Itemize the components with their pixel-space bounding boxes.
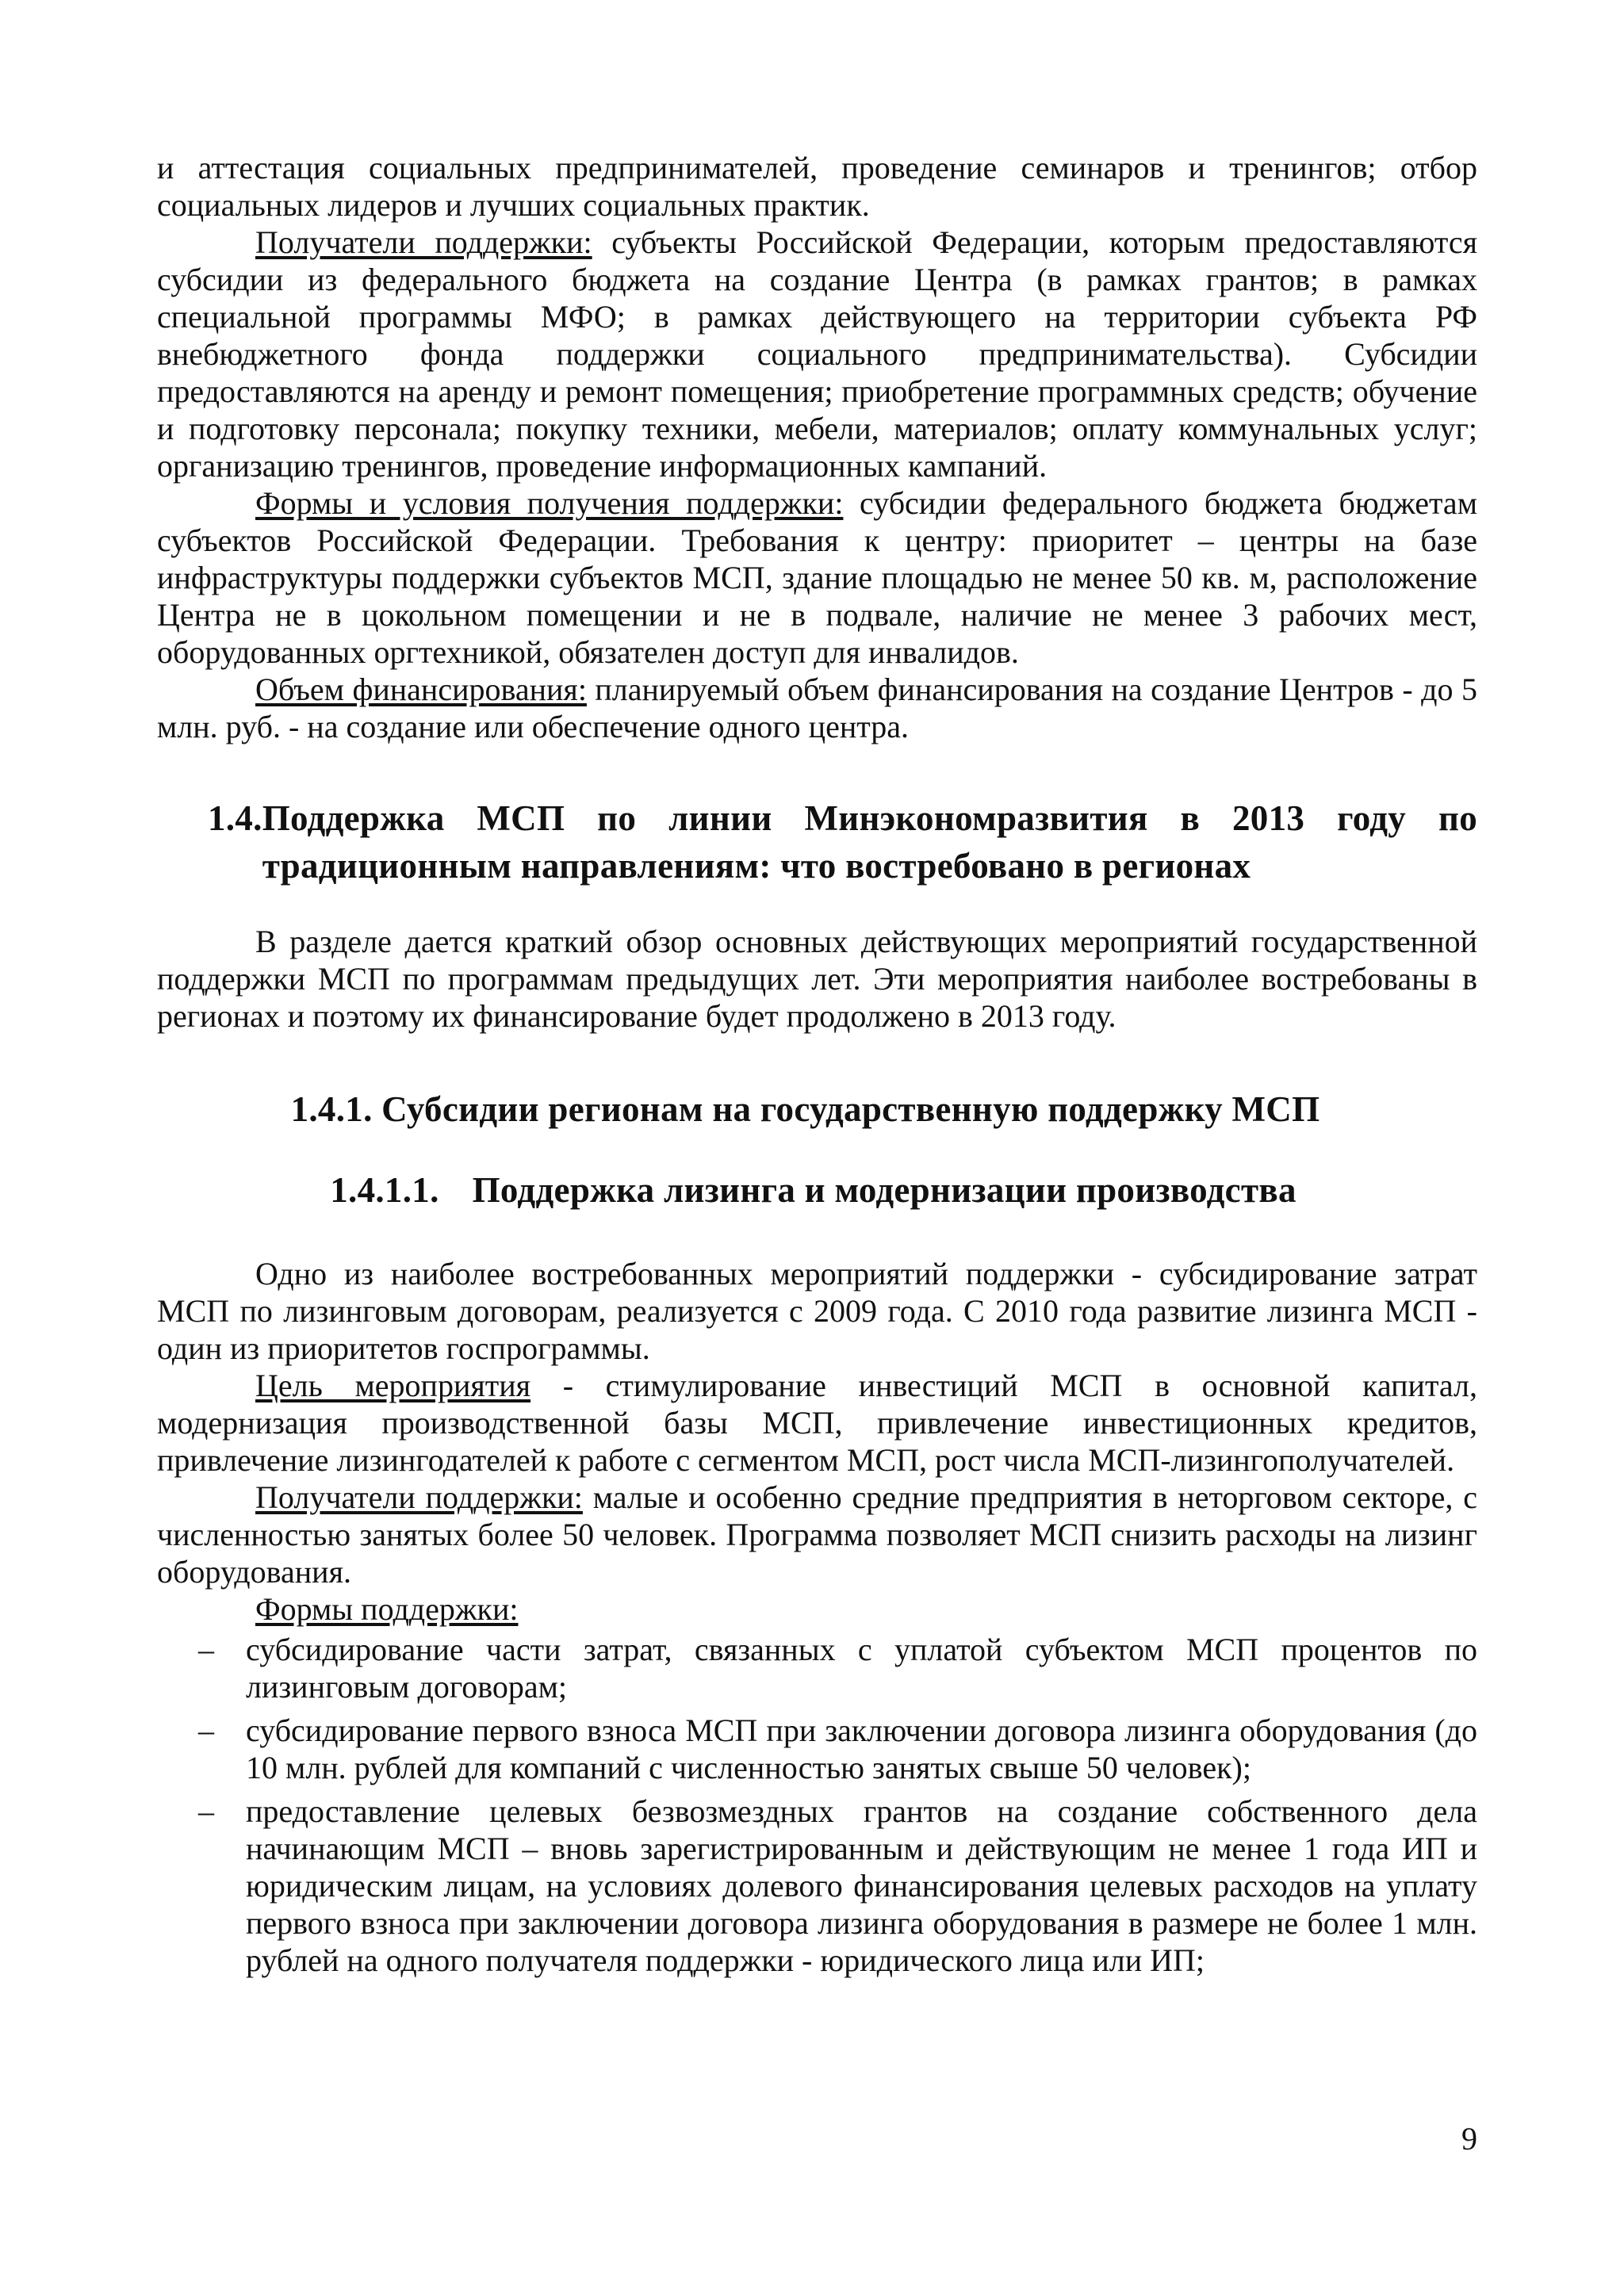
paragraph-attestation: и аттестация социальных предпринимателей, проведение семинаров и тренингов; отбор социальных лидеров и лучших социальных практик.: [157, 150, 1477, 223]
section-title-1-4: Поддержка МСП по линии Минэкономразвития в 2013 году по традиционным направлениям: что востребовано в регионах: [262, 798, 1477, 886]
list-item-text: субсидирование части затрат, связанных с уплатой субъектом МСП процентов по лизинговым договорам;: [246, 1632, 1477, 1705]
section-1-4-intro: В разделе дается краткий обзор основных действующих мероприятий государственной поддержки МСП по программам предыдущих лет. Эти мероприятия наиболее востребованы в регионах и поэтому их финансирование будет продолжено в 2013 году.: [157, 924, 1477, 1034]
top-text-block: [157, 149, 1477, 745]
section-heading-1-4: [157, 794, 1477, 890]
forms-conditions-label: Формы и условия получения поддержки:: [255, 485, 844, 521]
financing-text: планируемый объем финансирования на создание Центров - до 5 млн. руб. - на создание или обеспечение одного центра.: [157, 672, 1477, 744]
recipients-text: субъекты Российской Федерации, которым предоставляются субсидии из федерального бюджета на создание Центра (в рамках грантов; в рамках специальной программы МФО; в рамках действующего на территории субъекта РФ внебюджетного фонда поддержки социального предпринимательства). Субсидии предоставляются на аренду и ремонт помещения; приобретение программных средств; обучение и подготовку персонала; покупку техники, мебели, материалов; оплату коммунальных услуг; организацию тренингов, проведение информационных кампаний.: [157, 224, 1477, 484]
list-item-text: субсидирование первого взноса МСП при заключении договора лизинга оборудования (до 10 млн. рублей для компаний с численностью занятых свыше 50 человек);: [246, 1712, 1477, 1785]
forms-conditions-text: субсидии федерального бюджета бюджетам субъектов Российской Федерации. Требования к центру: приоритет – центры на базе инфраструктуры поддержки субъектов МСП, здание площадью не менее 50 кв. м, расположение Центра не в цокольном помещении и не в подвале, наличие не менее 3 рабочих мест, оборудованных оргтехникой, обязателен доступ для инвалидов.: [157, 485, 1477, 670]
dash-bullet: –: [198, 1793, 214, 1829]
support-forms-list: [157, 1631, 1477, 1979]
section-heading-1-4-1-1: [157, 1166, 1477, 1214]
list-item: [157, 1712, 1477, 1786]
paragraph-leasing-recipients: [157, 1479, 1477, 1590]
list-item: [157, 1793, 1477, 1979]
goal-label: Цель мероприятия: [255, 1368, 531, 1403]
dash-bullet: –: [198, 1632, 214, 1667]
list-item: [157, 1631, 1477, 1705]
section-number-1-4: 1.4.: [208, 798, 262, 838]
section-title-1-4-1-1: Поддержка лизинга и модернизации производства: [472, 1170, 1297, 1210]
section-1-4-1-1-body: [157, 1255, 1477, 1979]
paragraph-financing: [157, 671, 1477, 745]
section-heading-1-4-1: 1.4.1. Субсидии регионам на государственную поддержку МСП: [290, 1089, 1320, 1129]
paragraph-forms-label: [157, 1590, 1477, 1628]
page-number: 9: [1461, 2121, 1477, 2156]
leasing-recipients-text: малые и особенно средние предприятия в неторговом секторе, с численностью занятых более 50 человек. Программа позволяет МСП снизить расходы на лизинг оборудования.: [157, 1479, 1477, 1590]
recipients-label: Получатели поддержки:: [255, 224, 592, 260]
leasing-recipients-label: Получатели поддержки:: [255, 1479, 583, 1515]
section-1-4-intro-block: [157, 923, 1477, 1035]
financing-label: Объем финансирования:: [255, 672, 587, 707]
dash-bullet: –: [198, 1712, 214, 1748]
list-item-text: предоставление целевых безвозмездных грантов на создание собственного дела начинающим МСП – вновь зарегистрированным и действующим не менее 1 года ИП и юридическим лицам, на условиях долевого финансирования целевых расходов на уплату первого взноса при заключении договора лизинга оборудования в размере не более 1 млн. рублей на одного получателя поддержки - юридического лица или ИП;: [246, 1793, 1477, 1978]
paragraph-forms-conditions: [157, 484, 1477, 671]
section-number-1-4-1-1: 1.4.1.1.: [330, 1170, 439, 1210]
paragraph-leasing-intro: Одно из наиболее востребованных мероприятий поддержки - субсидирование затрат МСП по лизинговым договорам, реализуется с 2009 года. С 2010 года развитие лизинга МСП - один из приоритетов госпрограммы.: [157, 1256, 1477, 1366]
support-forms-label: Формы поддержки:: [255, 1591, 519, 1627]
paragraph-goal: [157, 1367, 1477, 1479]
paragraph-recipients-centers: [157, 224, 1477, 484]
goal-text: - стимулирование инвестиций МСП в основной капитал, модернизация производственной базы МСП, привлечение инвестиционных кредитов, привлечение лизингодателей к работе с сегментом МСП, рост числа МСП-лизингополучателей.: [157, 1368, 1478, 1478]
